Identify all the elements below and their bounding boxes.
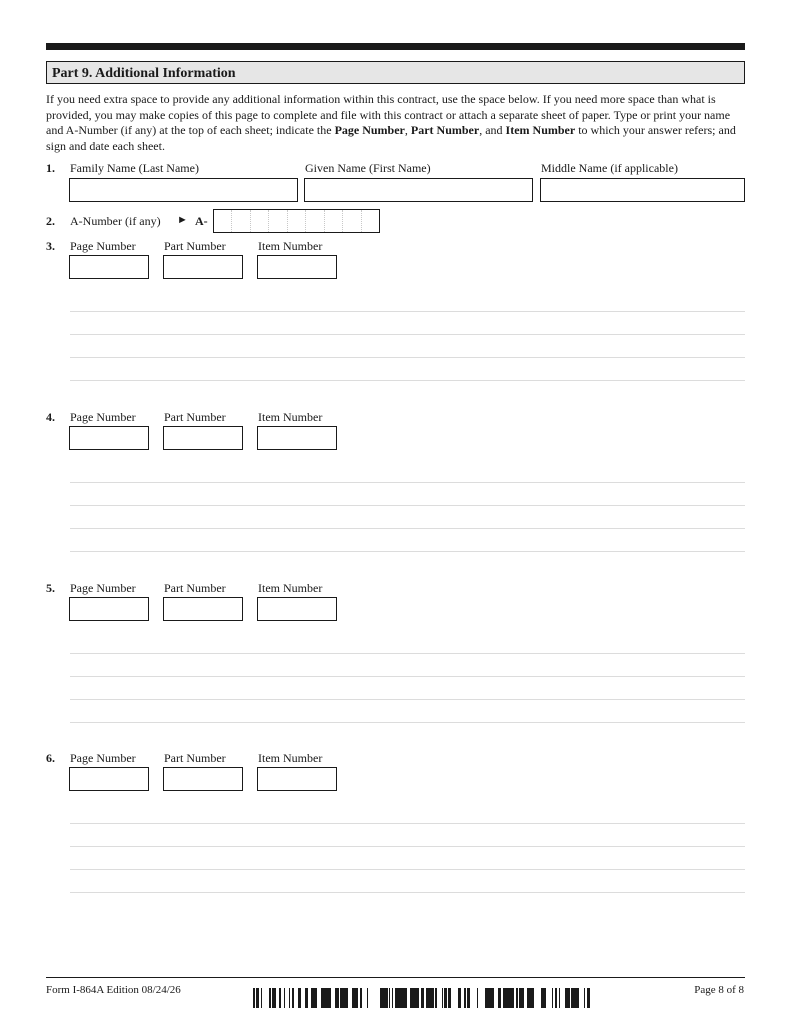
intro-bold-page-number: Page Number [334,123,405,137]
page-number-label: Page Number [70,410,136,424]
page-number: Page 8 of 8 [694,984,744,996]
footer-rule [46,977,745,978]
middle-name-field[interactable] [540,178,745,202]
answer-line[interactable] [70,892,745,893]
answer-line[interactable] [70,551,745,552]
part-number-label: Part Number [164,751,226,765]
answer-line[interactable] [70,311,745,312]
item-number-label: Item Number [258,239,323,253]
item-number-field[interactable] [257,767,337,791]
given-name-label: Given Name (First Name) [305,161,431,175]
part-number-label: Part Number [164,410,226,424]
intro-text-1: If you need extra space to provide any additional information within this contract, use the space below. If you need more space than what is provided, you may make copies of this page to complete and file with this contract or attach a separate sheet of paper. Type or print your name and A-Number (if any) at the top of each sheet; indicate the [46,92,731,137]
a-number-label: A-Number (if any) [70,214,161,228]
barcode [253,988,593,1008]
answer-line[interactable] [70,869,745,870]
page-number-field[interactable] [69,426,149,450]
part-number-label: Part Number [164,581,226,595]
arrow-right-icon: ► [177,214,188,226]
middle-name-label: Middle Name (if applicable) [541,161,678,175]
family-name-label: Family Name (Last Name) [70,161,199,175]
intro-paragraph [46,92,746,154]
part-number-field[interactable] [163,255,243,279]
answer-line[interactable] [70,653,745,654]
answer-line[interactable] [70,823,745,824]
item-number-label: Item Number [258,751,323,765]
part-number-field[interactable] [163,767,243,791]
part-number-field[interactable] [163,426,243,450]
page-number-field[interactable] [69,767,149,791]
entry-number: 5. [46,581,55,595]
page-number-label: Page Number [70,239,136,253]
item-number-field[interactable] [257,426,337,450]
intro-bold-item-number: Item Number [505,123,576,137]
form-edition: Form I-864A Edition 08/24/26 [46,984,181,996]
entry-number: 4. [46,410,55,424]
intro-sep-2: , and [479,123,506,137]
answer-line[interactable] [70,505,745,506]
answer-line[interactable] [70,482,745,483]
top-rule [46,43,745,50]
item-number-label: Item Number [258,410,323,424]
a-number-field[interactable] [213,209,380,233]
page-number-label: Page Number [70,751,136,765]
intro-bold-part-number: Part Number [410,123,480,137]
answer-line[interactable] [70,699,745,700]
answer-line[interactable] [70,357,745,358]
family-name-field[interactable] [69,178,298,202]
item-number-field[interactable] [257,597,337,621]
page-number-field[interactable] [69,597,149,621]
answer-line[interactable] [70,846,745,847]
entry-number: 3. [46,239,55,253]
item-number-label: Item Number [258,581,323,595]
item-2-number: 2. [46,214,55,228]
item-number-field[interactable] [257,255,337,279]
intro-text-2: to which your answer refers; and sign and date each sheet. [46,123,736,153]
answer-line[interactable] [70,528,745,529]
item-1-number: 1. [46,161,55,175]
answer-line[interactable] [70,722,745,723]
page-number-field[interactable] [69,255,149,279]
part-number-field[interactable] [163,597,243,621]
given-name-field[interactable] [304,178,533,202]
answer-line[interactable] [70,676,745,677]
entry-number: 6. [46,751,55,765]
answer-line[interactable] [70,380,745,381]
part-header: Part 9. Additional Information [46,61,745,84]
page-number-label: Page Number [70,581,136,595]
intro-sep-1: , [404,123,411,137]
part-number-label: Part Number [164,239,226,253]
answer-line[interactable] [70,334,745,335]
a-number-prefix: A- [195,214,208,228]
